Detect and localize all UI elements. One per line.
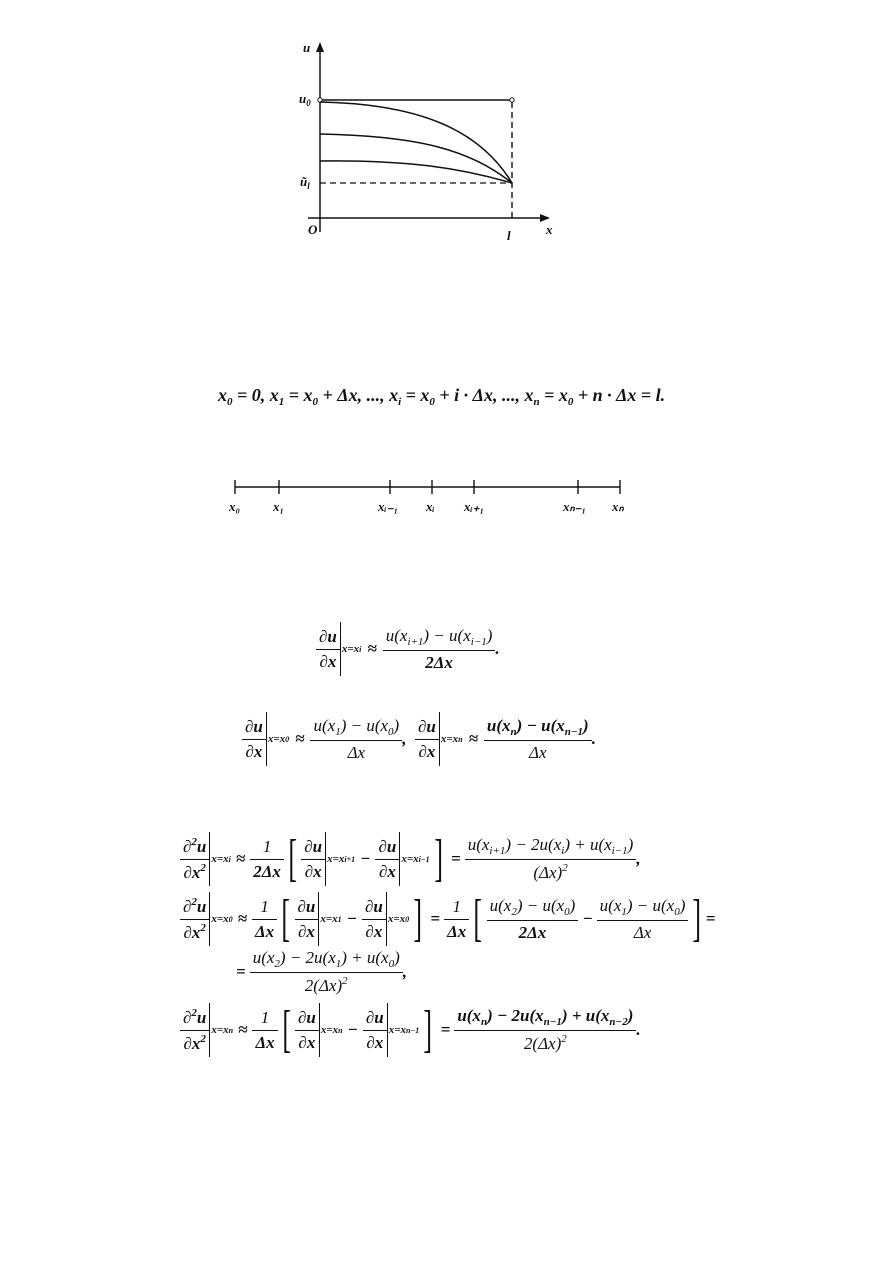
l-label: l	[507, 228, 511, 243]
label-x1: x₁	[273, 499, 285, 514]
label-x0: x₀	[229, 499, 241, 514]
label-xi: xᵢ	[426, 499, 435, 514]
label-xn-1: xₙ₋₁	[563, 499, 587, 514]
label-xn: xₙ	[612, 499, 624, 514]
label-xi+1: xᵢ₊₁	[464, 499, 485, 514]
grid-equation: $x_0 = 0$, $x_1 = x_0 + \Delta x$, ..., $x_i = x_0 + i \cdot \Delta x$, ..., $x_n = x_0 + n \cdot \Delta x = l$.	[218, 385, 666, 408]
origin-label: O	[308, 222, 318, 237]
formula-second-derivative-left: $\frac{\partial^2u}{\partial x^2}$ x=x0 ≈ $\frac{1}{\Delta x}$ [ $\frac{\partial u}{\partial x}$ x=x1 − $\frac{\partial u}{\partial x}$ x=x0 ] = $\frac{1}{\Delta x}$ [ $\frac{u(x_2) - u(x_0)}{2\Delta x}$ − $\frac{u(x_1) - u(x_0)}{\Delta x}$ ] =	[180, 892, 715, 946]
formula-central-first-derivative: $\frac{\partial u}{\partial x}$ x=xi ≈ $\frac{u(x_{i+1}) - u(x_{i-1})}{2\Delta x}$ .	[316, 622, 500, 676]
formula-second-derivative-left-cont: = $\frac{u(x_2) - 2u(x_1) + u(x_0)}{2(\Delta x)^2}$ ,	[236, 948, 408, 995]
formula-boundary-first-derivatives: $\frac{\partial u}{\partial x}$ x=x0 ≈ $\frac{u(x_1) - u(x_0)}{\Delta x}$ , $\frac{\partial u}{\partial x}$ x=xn ≈ $\frac{u(x_n) - u(x_{n-1})}{\Delta x}$ .	[242, 712, 596, 766]
x-axis-label: x	[546, 222, 553, 237]
u-axis-label: u	[303, 40, 311, 55]
ul-label: $ũ_l$	[300, 174, 310, 191]
u0-label: $u_0$	[299, 91, 311, 108]
formula-second-derivative-right: $\frac{\partial^2u}{\partial x^2}$ x=xn ≈ $\frac{1}{\Delta x}$ [ $\frac{\partial u}{\partial x}$ x=xn − $\frac{\partial u}{\partial x}$ x=xn−1 ] = $\frac{u(x_n) - 2u(x_{n-1}) + u(x_{n-2})}{2(\Delta x)^2}$ .	[180, 1003, 641, 1057]
formula-second-derivative-central: $\frac{\partial^2u}{\partial x^2}$ x=xi ≈ $\frac{1}{2\Delta x}$ [ $\frac{\partial u}{\partial x}$ x=xi+1 − $\frac{\partial u}{\partial x}$ x=xi−1 ] = $\frac{u(x_{i+1}) - 2u(x_i) + u(x_{i-1})}{(\Delta x)^2}$ ,	[180, 832, 641, 886]
grid-number-line	[0, 0, 893, 540]
label-xi-1: xᵢ₋₁	[378, 499, 399, 514]
